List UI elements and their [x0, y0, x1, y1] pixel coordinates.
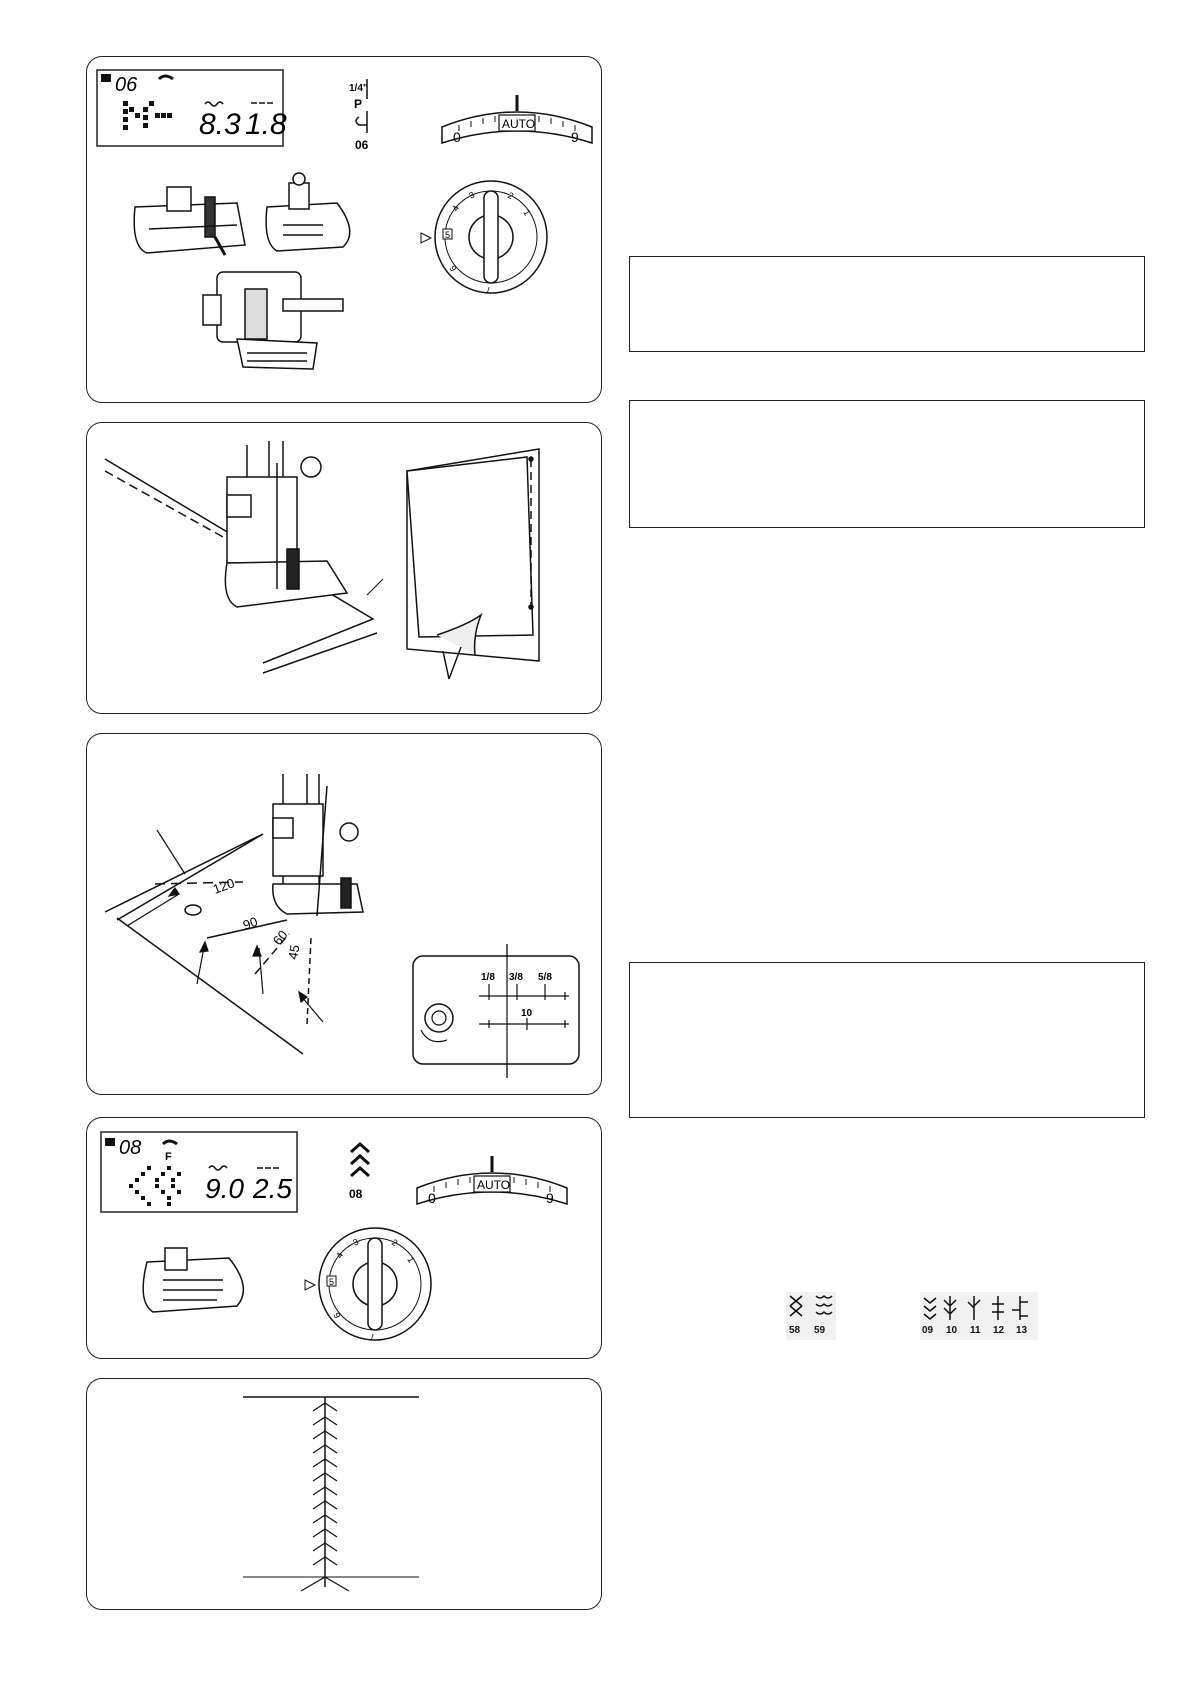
satin-foot-icon: [143, 1248, 243, 1312]
presser-foot-needle: [225, 441, 347, 607]
panel-straight-stitch-setup: [86, 56, 602, 403]
panel-seam-guide-angles: [86, 733, 602, 1095]
plate-fraction-3-8: 3/8: [509, 972, 523, 983]
note-box-1: [629, 256, 1145, 352]
stitch-group-58-59: [786, 1292, 836, 1340]
pattern-icon-top-label: 1/4": [349, 83, 368, 94]
lcd-foot-letter: F: [165, 1151, 172, 1163]
angle-90-label: 90: [240, 913, 260, 933]
tension-min-label: 0: [428, 1190, 436, 1206]
stitch-number-12: 12: [993, 1325, 1005, 1336]
tension-auto-label: AUTO: [477, 1178, 511, 1192]
panel-fagoting-diagram: [86, 1378, 602, 1610]
stitch-number-11: 11: [970, 1325, 981, 1336]
presser-foot-needle: [273, 774, 363, 916]
tension-max-label: 9: [571, 129, 579, 145]
plate-metric-10: 10: [521, 1008, 533, 1019]
lcd-pattern-no: 08: [119, 1137, 142, 1159]
lcd-width-value: 9.0: [205, 1173, 244, 1204]
pressure-mark-2: 2: [506, 190, 516, 202]
foot-pressure-dial: [305, 1228, 431, 1342]
quarter-inch-foot-icon: [134, 187, 245, 255]
pressure-mark-3: 3: [467, 189, 477, 201]
stitch-number-58: 58: [789, 1325, 801, 1336]
tension-min-label: 0: [453, 129, 461, 145]
panel3-illustration: [87, 734, 601, 1094]
pattern-06-icon: [349, 79, 369, 152]
panel-seam-sewing: [86, 422, 602, 714]
pressure-mark-6: 6: [331, 1310, 343, 1320]
panel-zigzag-stitch-setup: [86, 1117, 602, 1359]
lcd-display: [97, 70, 287, 146]
memory-icon: [105, 1138, 115, 1146]
panel5-illustration: [87, 1379, 601, 1609]
dial-pointer-icon: [305, 1280, 315, 1290]
pressure-mark-7: 7: [485, 285, 491, 295]
angle-45-label: 45: [285, 943, 303, 961]
panel2-illustration: [87, 423, 601, 713]
pressure-mark-7: 7: [369, 1332, 375, 1342]
pressure-mark-2: 2: [390, 1237, 400, 1249]
pressure-mark-4: 4: [334, 1250, 346, 1260]
walking-foot-icon: [203, 272, 343, 369]
lcd-width-value: 8.3: [199, 108, 241, 141]
stitch-number-09: 09: [922, 1325, 934, 1336]
thread-tension-dial: [417, 1156, 567, 1206]
pressure-mark-4: 4: [450, 203, 462, 213]
seam-guide-inset: [413, 944, 579, 1078]
pressure-mark-5: 5: [445, 230, 451, 240]
pattern-icon-letter: P: [354, 97, 363, 111]
angle-60-label: 60: [269, 927, 291, 948]
stitch-09-13-icon: [920, 1292, 1038, 1324]
pattern-number-label: 08: [349, 1187, 363, 1201]
panel1-illustration: [87, 57, 601, 402]
panel4-illustration: [87, 1118, 601, 1358]
stitch-number-13: 13: [1016, 1325, 1028, 1336]
angle-120-label: 120: [210, 875, 237, 897]
pattern-icon-number: 06: [355, 138, 369, 152]
note-box-3: [629, 962, 1145, 1118]
folded-fabric-diagram: [407, 449, 539, 679]
plate-fraction-5-8: 5/8: [538, 972, 552, 983]
thread-tension-dial: [442, 95, 592, 145]
lcd-length-value: 2.5: [253, 1173, 292, 1204]
foot-pressure-dial: [421, 181, 547, 295]
pressure-mark-1: 1: [521, 208, 533, 218]
zigzag-foot-icon: [266, 173, 350, 251]
pressure-mark-6: 6: [447, 263, 459, 273]
tension-max-label: 9: [546, 1190, 554, 1206]
tension-auto-label: AUTO: [502, 117, 536, 131]
dial-pointer-icon: [421, 233, 431, 243]
stitch-58-59-icon: [786, 1292, 836, 1324]
stitch-group-09-13: [920, 1292, 1038, 1340]
stitch-number-10: 10: [946, 1325, 958, 1336]
pressure-mark-1: 1: [405, 1255, 417, 1265]
pressure-mark-3: 3: [351, 1236, 361, 1248]
memory-icon: [101, 74, 111, 82]
lcd-length-value: 1.8: [245, 108, 287, 141]
lcd-pattern-no: 06: [115, 74, 138, 96]
pattern-08-icon: [349, 1144, 369, 1201]
note-box-2: [629, 400, 1145, 528]
stitch-number-59: 59: [814, 1325, 826, 1336]
pressure-mark-5: 5: [329, 1277, 335, 1287]
lcd-display: [101, 1132, 297, 1212]
plate-fraction-1-8: 1/8: [481, 972, 495, 983]
